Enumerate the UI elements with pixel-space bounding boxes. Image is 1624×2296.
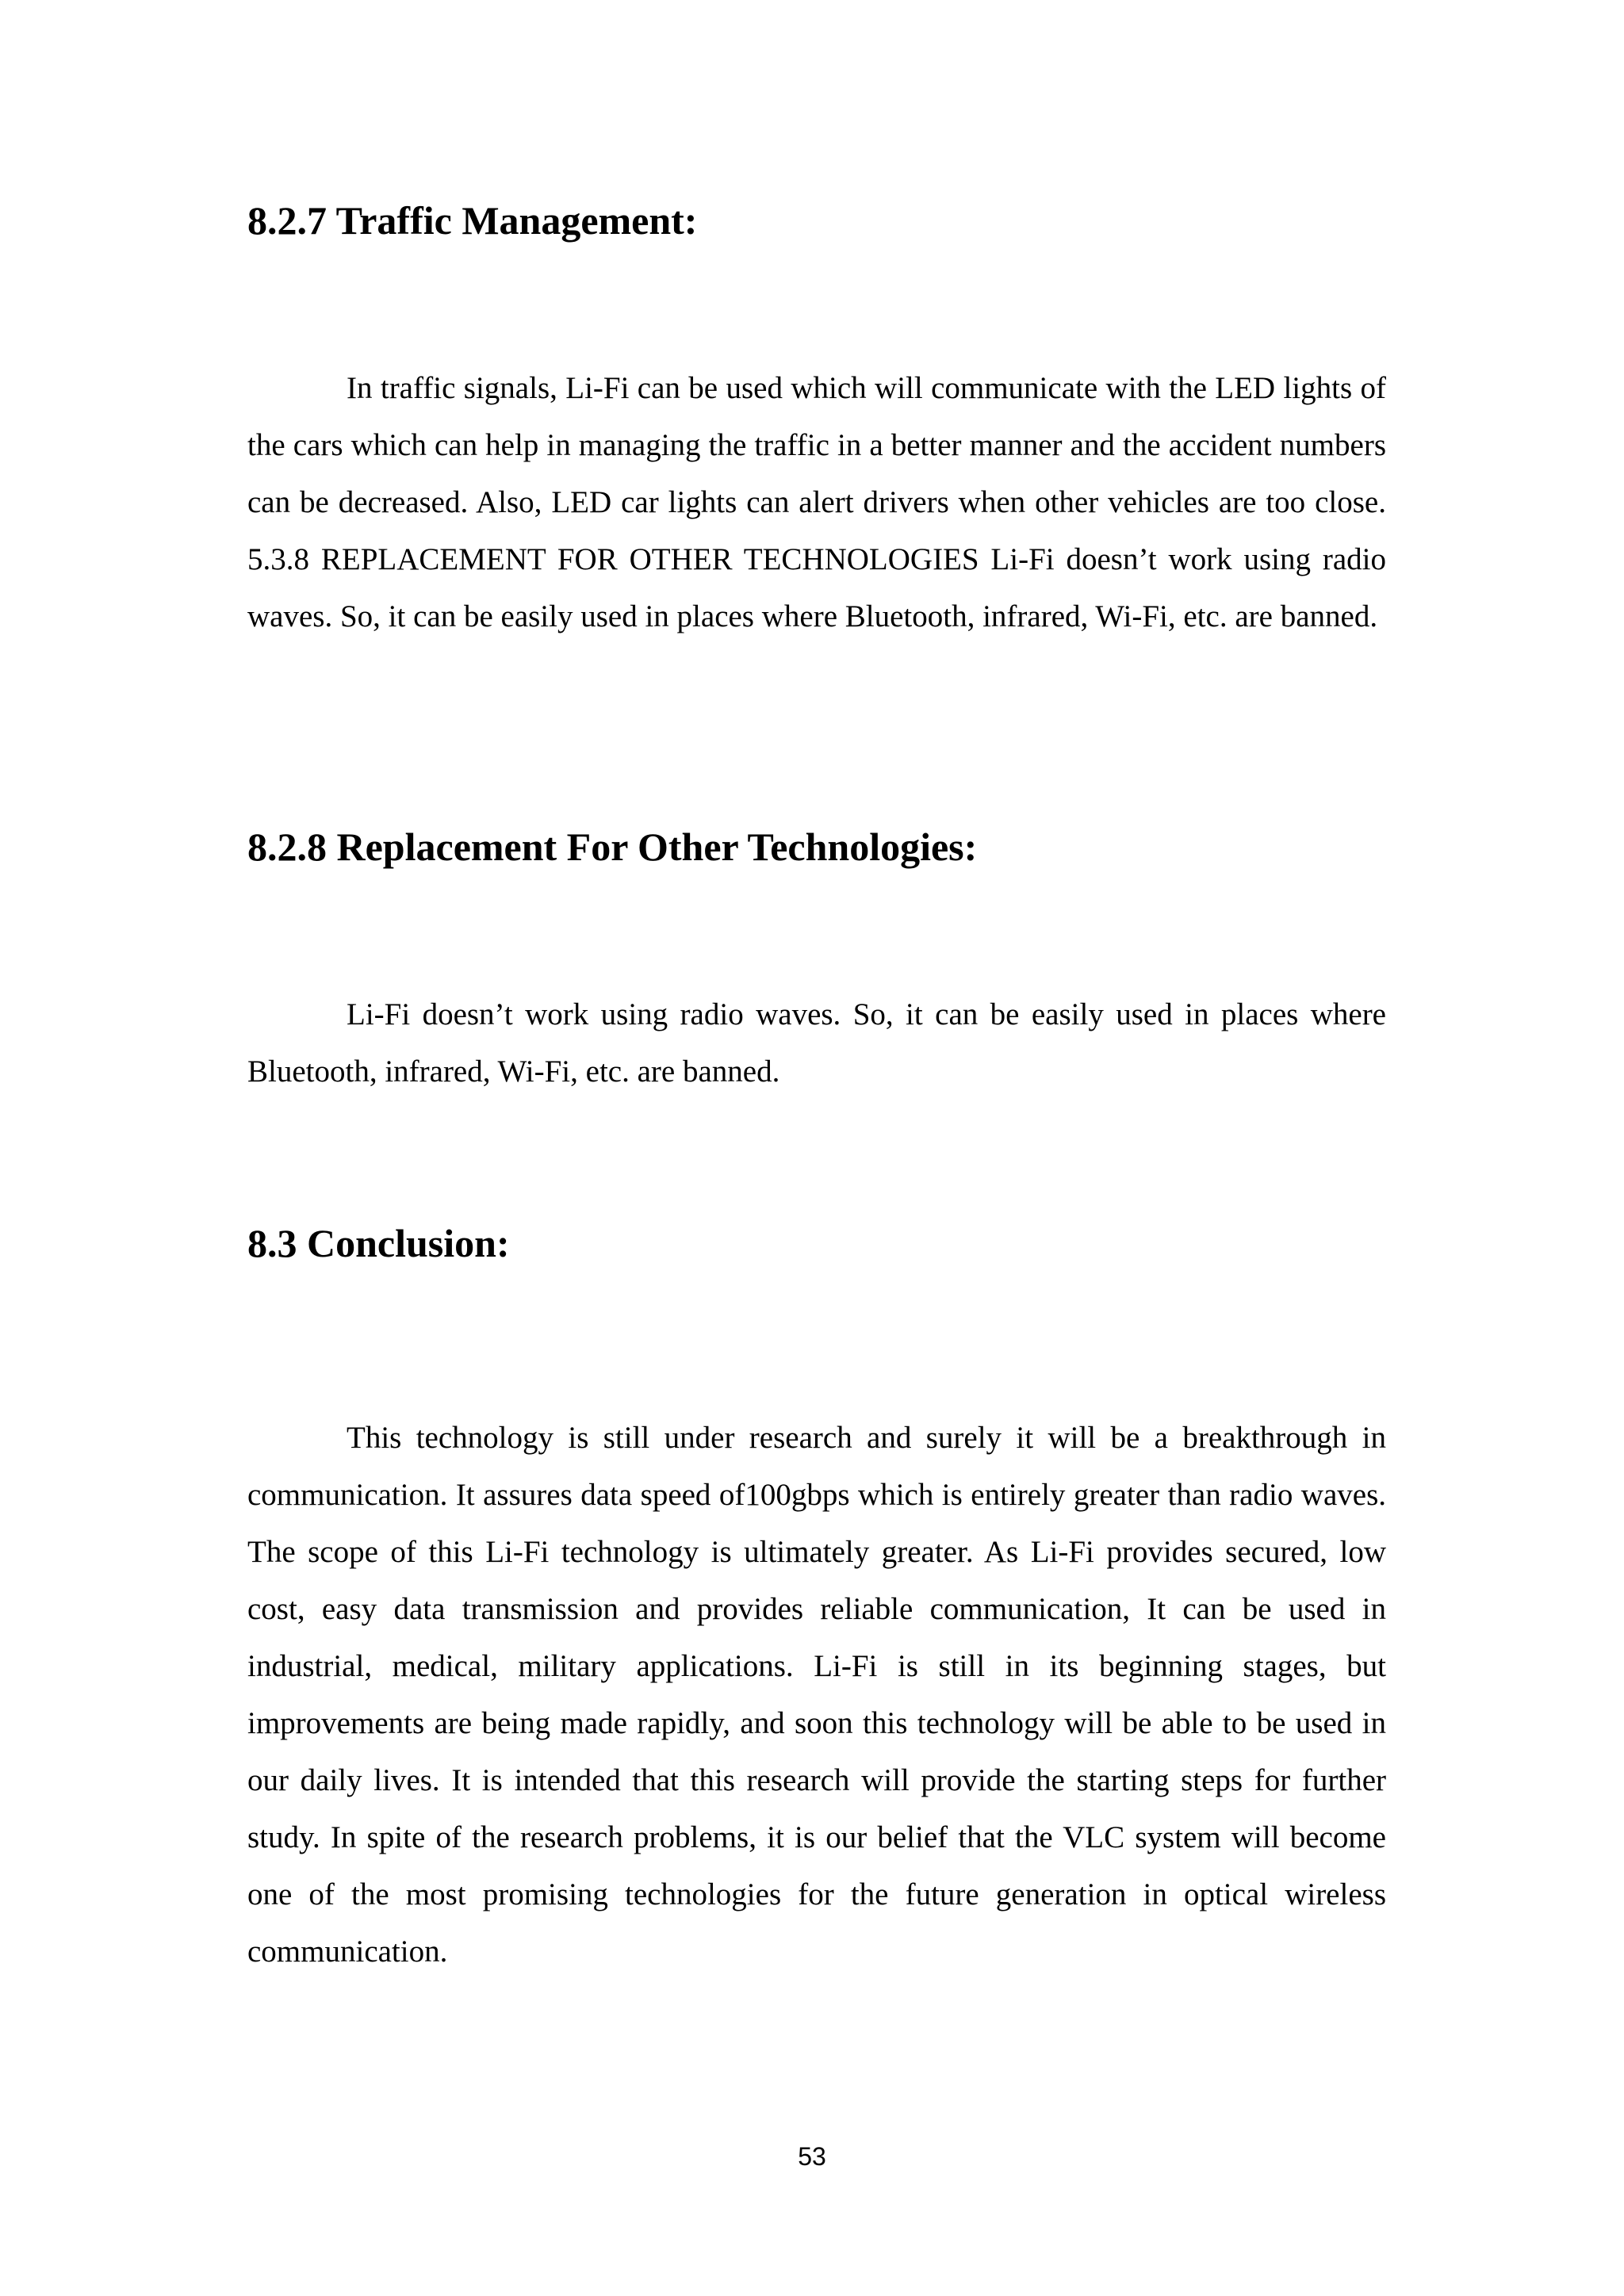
- section-heading-replacement-technologies: 8.2.8 Replacement For Other Technologies:: [247, 825, 978, 869]
- section-paragraph-replacement-technologies: Li-Fi doesn’t work using radio waves. So, it can be easily used in places where Bluetooth, infrared, Wi-Fi, etc. are banned.: [247, 997, 1386, 1089]
- section-paragraph-traffic-management: In traffic signals, Li-Fi can be used which will communicate with the LED lights of the cars which can help in managing the traffic in a better manner and the accident numbers can be decreased. Also, LED car lights can alert drivers when other vehicles are too close. 5.3.8 REPLACEMENT FOR OTHER TECHNOLOGIES Li-Fi doesn’t work using radio waves. So, it can be easily used in places where Bluetooth, infrared, Wi-Fi, etc. are banned.: [247, 371, 1386, 633]
- section-paragraph-conclusion: This technology is still under research and surely it will be a breakthrough in communication. It assures data speed of100gbps which is entirely greater than radio waves. The scope of this Li-Fi technology is ultimately greater. As Li-Fi provides secured, low cost, easy data transmission and provides reliable communication, It can be used in industrial, medical, military applications. Li-Fi is still in its beginning stages, but improvements are being made rapidly, and soon this technology will be able to be used in our daily lives. It is intended that this research will provide the starting steps for further study. In spite of the research problems, it is our belief that the VLC system will become one of the most promising technologies for the future generation in optical wireless communication.: [247, 1421, 1386, 1969]
- section-heading-traffic-management: 8.2.7 Traffic Management:: [247, 198, 698, 243]
- page-number: 53: [798, 2142, 826, 2171]
- section-heading-conclusion: 8.3 Conclusion:: [247, 1221, 510, 1265]
